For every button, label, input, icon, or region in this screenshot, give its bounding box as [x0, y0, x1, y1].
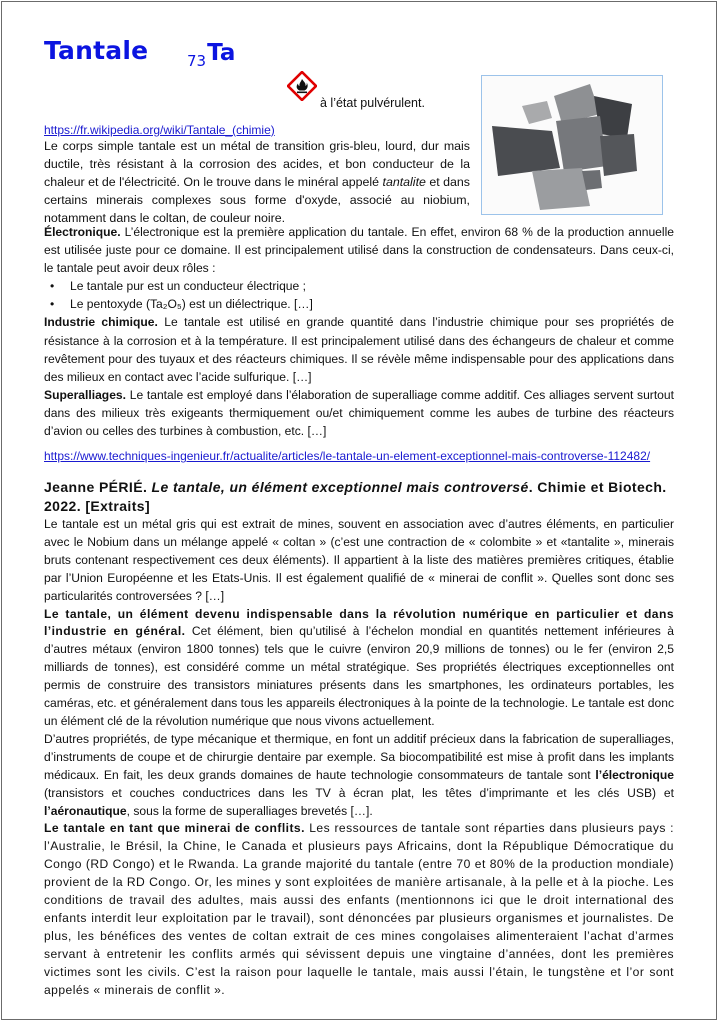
wikipedia-intro: [44, 137, 470, 227]
section-heading: Le tantale, un élément devenu indispensable dans la révolution numérique en particulier et dans l’industrie en général.: [44, 606, 674, 639]
article-body: [44, 516, 674, 999]
roles-list: [44, 277, 674, 313]
list-item: • Le pentoxyde (Ta₂O₅) est un diélectrique. […]: [44, 295, 674, 313]
bold-term: l’aéronautique: [44, 803, 127, 818]
article-paragraph: Le tantale est un métal gris qui est extrait de mines, souvent en association avec d’autres éléments, en particulier avec le Nobium dans un mélange appelé « coltan » (c’est une contraction de « colombite » et «tantalite », minerais bruts contenant respectivement ces deux éléments). Il appartient à la liste des matières premières critiques, établie par l’Union Européenne et les Etats-Unis. Il est également qualifié de « minerai de conflit ». Quelles sont donc ses particularités controversées ? […]: [44, 517, 674, 603]
page-title: Tantale: [44, 36, 149, 65]
article-source: . Chimie et Biotech. 2022. [Extraits]: [44, 479, 667, 514]
atomic-number: 73: [187, 52, 207, 70]
section-text: Le tantale est utilisé en grande quantité dans l’industrie chimique pour ses propriétés de résistance à la corrosion et à la température. Il est principalement utilisé dans des échangeurs de chaleur et comme revêtement pour des tuyaux et des réacteurs chimiques. Il se révèle même indispensable pour des applications dans des milieux en contact avec l’acide sulfurique. […]: [44, 315, 674, 384]
section-heading: Industrie chimique.: [44, 315, 158, 330]
section-minerai-de-conflits: [44, 820, 674, 999]
flammable-hazard-icon: [287, 71, 317, 101]
section-heading: Le tantale en tant que minerai de conflits.: [44, 821, 305, 836]
article-paragraph: [44, 731, 674, 821]
intro-text: Le corps simple tantale est un métal de transition gris-bleu, lourd, dur mais ductile, très résistant à la corrosion des acides, et bon conducteur de la chaleur et de l'électricité. On le trouve dans le minéral appelé: [44, 139, 470, 190]
section-text: Cet élément, bien qu’utilisé à l’échelon mondial en quantités nettement inférieures à d’autres métaux (environ 1800 tonnes) tels que le cuivre (environ 20,9 millions de tonnes) ou le fer (environ 2,5 milliards de tonnes), est considéré comme un métal stratégique. Ses propriétés électriques exceptionnelles ont permis de construire des transistors miniatures présents dans les smartphones, les ordinateurs portables, les caméras, etc. et généralement dans tous les appareils électroniques à la pointe de la technologie. Le tantale est donc un élément clé de la révolution numérique que nous vivons actuellement.: [44, 624, 674, 728]
list-item: • Le tantale pur est un conducteur électrique ;: [44, 277, 674, 295]
wikipedia-sections: [44, 223, 674, 440]
techniques-ingenieur-link[interactable]: https://www.techniques-ingenieur.fr/actualite/articles/le-tantale-un-element-exceptionnel-mais-controverse-112482/: [44, 449, 651, 463]
author: Jeanne PÉRIÉ.: [44, 479, 148, 495]
bold-term: l’électronique: [595, 767, 674, 782]
article-reference: [44, 478, 674, 516]
hazard-caption: à l’état pulvérulent.: [320, 96, 425, 110]
section-revolution-numerique: [44, 606, 674, 731]
paragraph-text: D’autres propriétés, de type mécanique et thermique, en font un additif précieux dans la fabrication de superalliages, d’instruments de coupe et de chirurgie dentaire par exemple. Sa biocompatibilité est mise à profit dans les implants médicaux. En fait, les deux grands domaines de haute technologie consommateurs de tantale sont: [44, 731, 674, 782]
section-electronique: [44, 223, 674, 277]
tantalum-photo: [481, 75, 663, 215]
section-heading: Électronique.: [44, 225, 121, 239]
section-heading: Superalliages.: [44, 387, 127, 402]
article-title: Le tantale, un élément exceptionnel mais controversé: [151, 479, 529, 495]
intro-text-end: et dans certains minerais complexes sous forme d'oxyde, associé au niobium, notamment dans le coltan, de couleur noire.: [44, 175, 470, 226]
section-industrie-chimique: [44, 313, 674, 385]
section-superalliages: [44, 386, 674, 440]
intro-italic: tantalite: [382, 175, 426, 190]
tantalum-photo-icon: [482, 76, 662, 214]
section-text: Les ressources de tantale sont réparties dans plusieurs pays : l’Australie, le Brésil, la Chine, le Canada et plusieurs pays Africains, dont la République Démocratique du Congo (RD Congo) et le Rwanda. La grande majorité du tantale (entre 70 et 80% de la production mondiale) provient de la RD Congo. Or, les mines y sont exploitées de manière artisanale, à la pelle et à la pioche. Les conditions de travail des adultes, mais aussi des enfants (mentionnons ici que le droit international des enfants interdit leur exploitation par le travail), sont dénoncées par plusieurs organismes et journalistes. De plus, les bénéfices des ventes de coltan extrait de ces mines congolaises alimenteraient l’achat d’armes servant à entretenir les conflits armés qui sévissent depuis une vingtaine d’années, dont les premières victimes sont les civils. C’est la raison pour laquelle le tantale, mais aussi l’étain, le tungstène et l’or sont appelés « minerais de conflit ».: [44, 821, 674, 997]
paragraph-text: , sous la forme de superalliages brevetés […].: [126, 803, 373, 818]
symbol-text: Ta: [207, 40, 236, 66]
section-text: Le tantale est employé dans l’élaboration de superalliage comme additif. Ces alliages servent surtout dans des milieux très exigeants thermiquement ou/et chimiquement comme les aubes de turbine des réacteurs d’avion ou celles des turbines à combustion, etc. […]: [44, 387, 674, 439]
wikipedia-link[interactable]: https://fr.wikipedia.org/wiki/Tantale_(chimie): [44, 123, 275, 137]
paragraph-text: (transistors et couches conductrices dans les TV à écran plat, les têtes d’imprimante et les clés USB) et: [44, 785, 674, 800]
section-text: L’électronique est la première application du tantale. En effet, environ 68 % de la production annuelle est utilisée juste pour ce domaine. Il est principalement utilisé dans la construction de condensateurs. Dans ceux-ci, le tantale peut avoir deux rôles :: [44, 225, 674, 276]
element-symbol: [187, 40, 236, 70]
